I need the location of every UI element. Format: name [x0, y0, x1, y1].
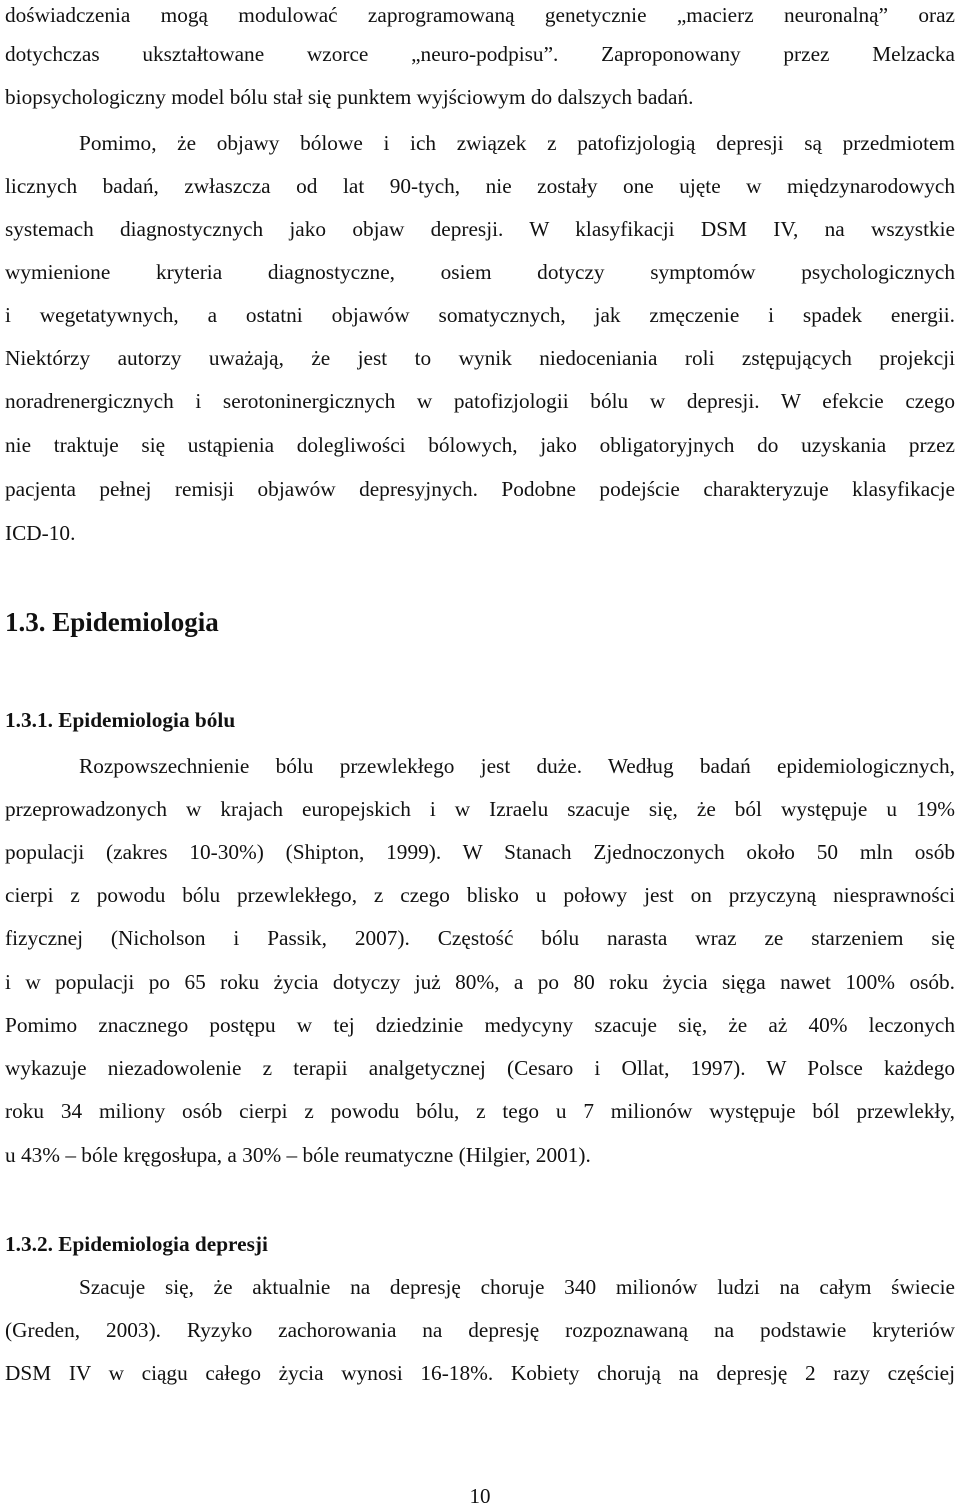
section-heading: 1.3. Epidemiologia [5, 607, 219, 637]
subsection-2-line: DSM IV w ciągu całego życia wynosi 16-18%. Kobiety chorują na depresję 2 razy częściej [5, 1361, 955, 1385]
subsection-heading: 1.3.2. Epidemiologia depresji [5, 1232, 268, 1256]
paragraph-2-line: licznych badań, zwłaszcza od lat 90-tych, nie zostały one ujęte w międzynarodowych [5, 174, 955, 198]
paragraph-1-line: biopsychologiczny model bólu stał się punktem wyjściowym do dalszych badań. [5, 85, 694, 109]
page-number: 10 [469, 1484, 491, 1508]
subsection-heading: 1.3.1. Epidemiologia bólu [5, 708, 236, 732]
subsection-1-line: populacji (zakres 10-30%) (Shipton, 1999). W Stanach Zjednoczonych około 50 mln osób [5, 840, 955, 864]
subsection-1-line: Pomimo znacznego postępu w tej dziedzinie medycyny szacuje się, że aż 40% leczonych [5, 1013, 955, 1037]
paragraph-2-line: Niektórzy autorzy uważają, że jest to wynik niedoceniania roli zstępujących projekcji [5, 346, 955, 370]
paragraph-2-line: noradrenergicznych i serotoninergicznych w patofizjologii bólu w depresji. W efekcie czego [5, 389, 955, 413]
paragraph-2-line: pacjenta pełnej remisji objawów depresyjnych. Podobne podejście charakteryzuje klasyfikacje [5, 477, 955, 501]
paragraph-2-line: i wegetatywnych, a ostatni objawów somatycznych, jak zmęczenie i spadek energii. [5, 303, 955, 327]
subsection-2-line: (Greden, 2003). Ryzyko zachorowania na depresję rozpoznawaną na podstawie kryteriów [5, 1318, 955, 1342]
paragraph-2-line: systemach diagnostycznych jako objaw depresji. W klasyfikacji DSM IV, na wszystkie [5, 217, 955, 241]
paragraph-2-line: wymienione kryteria diagnostyczne, osiem dotyczy symptomów psychologicznych [5, 260, 955, 284]
subsection-1-line: i w populacji po 65 roku życia dotyczy już 80%, a po 80 roku życia sięga nawet 100% osób. [5, 970, 955, 994]
subsection-2-line: Szacuje się, że aktualnie na depresję choruje 340 milionów ludzi na całym świecie [79, 1275, 955, 1299]
subsection-1-line: u 43% – bóle kręgosłupa, a 30% – bóle reumatyczne (Hilgier, 2001). [5, 1143, 591, 1167]
subsection-1-line: wykazuje niezadowolenie z terapii analgetycznej (Cesaro i Ollat, 1997). W Polsce każdego [5, 1056, 955, 1080]
subsection-1-line: przeprowadzonych w krajach europejskich i w Izraelu szacuje się, że ból występuje u 19% [5, 797, 955, 821]
paragraph-2-line: nie traktuje się ustąpienia dolegliwości bólowych, jako obligatoryjnych do uzyskania przez [5, 433, 955, 457]
subsection-1-line: cierpi z powodu bólu przewlekłego, z czego blisko u połowy jest on przyczyną niesprawności [5, 883, 955, 907]
paragraph-1-line: dotychczas ukształtowane wzorce „neuro-podpisu”. Zaproponowany przez Melzacka [5, 42, 955, 66]
paragraph-2-line: ICD-10. [5, 521, 76, 545]
subsection-1-line: roku 34 miliony osób cierpi z powodu bólu, z tego u 7 milionów występuje ból przewlekły, [5, 1099, 955, 1123]
paragraph-1-line: doświadczenia mogą modulować zaprogramowaną genetycznie „macierz neuronalną” oraz [5, 3, 955, 27]
subsection-1-line: fizycznej (Nicholson i Passik, 2007). Częstość bólu narasta wraz ze starzeniem się [5, 926, 955, 950]
paragraph-2-line: Pomimo, że objawy bólowe i ich związek z patofizjologią depresji są przedmiotem [79, 131, 955, 155]
subsection-1-line: Rozpowszechnienie bólu przewlekłego jest duże. Według badań epidemiologicznych, [79, 754, 955, 778]
